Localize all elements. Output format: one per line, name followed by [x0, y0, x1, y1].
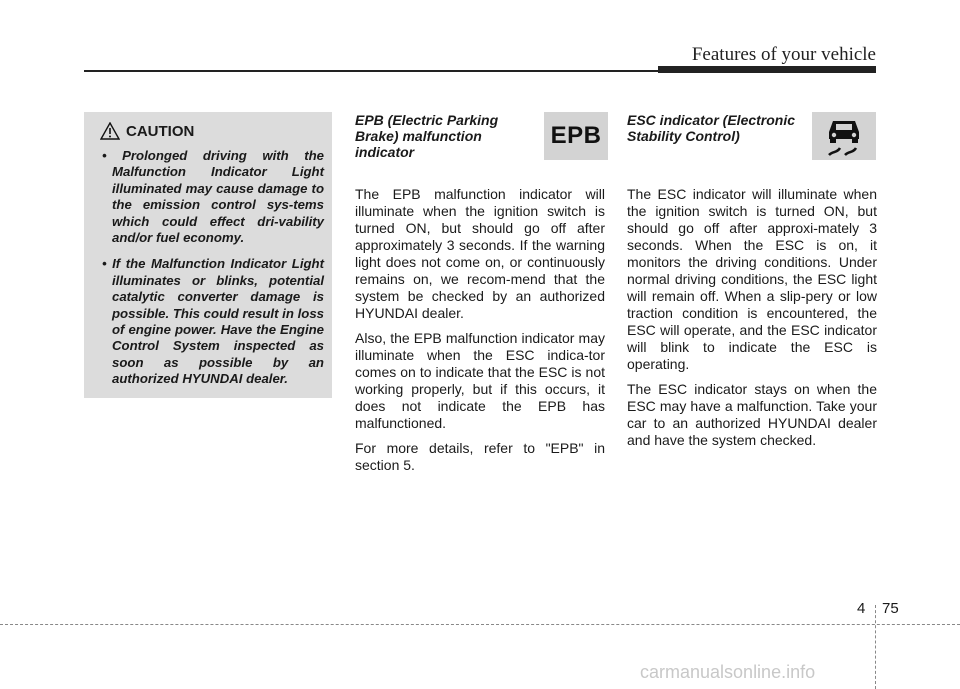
caution-item-1: • Prolonged driving with the Malfunction Indicator Light illuminated may cause damage to the emission control sys-tems which could effect dri-vability and/or fuel economy.: [102, 148, 324, 246]
epb-heading: EPB (Electric Parking Brake) malfunction indicator: [355, 112, 499, 160]
epb-indicator-icon: [544, 112, 608, 160]
epb-paragraph-3: For more details, refer to "EPB" in section 5.: [355, 440, 605, 473]
esc-paragraph-1: The ESC indicator will illuminate when the ignition switch is turned ON, but should go off after approxi-mately 3 seconds. When the ESC is on, it monitors the driving conditions. Under normal driving conditions, the ESC light will remain off. When a slip-pery or low traction condition is encountered, the ESC will operate, and the ESC indicator will blink to indicate the ESC is operating.: [627, 186, 877, 372]
epb-section: [355, 112, 605, 482]
watermark: carmanualsonline.info: [640, 662, 816, 682]
page-number: 75: [882, 600, 899, 617]
caution-box: [84, 112, 332, 398]
header-title: Features of your vehicle: [691, 44, 876, 65]
esc-section: [627, 112, 877, 457]
esc-indicator-icon: [812, 112, 876, 160]
header-rule-thin: [84, 70, 664, 72]
epb-paragraph-2: Also, the EPB malfunction indicator may illuminate when the ESC indica-tor comes on to indicate that the ESC is not working properly, but if this occurs, it does not indicate the EPB has malfunctioned.: [355, 330, 605, 431]
esc-paragraph-2: The ESC indicator stays on when the ESC may have a malfunction. Take your car to an authorized HYUNDAI dealer and have the system checked.: [627, 381, 877, 448]
warning-triangle-icon: [100, 122, 120, 140]
header-rule-thick: [658, 66, 876, 73]
epb-icon-label: EPB: [550, 122, 602, 149]
esc-heading: ESC indicator (Electronic Stability Control): [627, 112, 796, 144]
epb-paragraph-1: The EPB malfunction indicator will illuminate when the ignition switch is turned ON, but should go off after approximately 3 seconds. If the warning light does not come on, or continuously remains on, we recom-mend that the system be checked by an authorized HYUNDAI dealer.: [355, 186, 605, 321]
caution-title: CAUTION: [126, 122, 195, 140]
caution-item-2: • If the Malfunction Indicator Light illuminates or blinks, potential catalytic converter damage is possible. This could result in loss of engine power. Have the Engine Control System inspected as soon as possible by an authorized HYUNDAI dealer.: [102, 256, 324, 387]
footer-divider: [875, 605, 876, 689]
chapter-number: 4: [857, 600, 866, 617]
footer-rule: [0, 624, 960, 625]
skidding-car-icon: [821, 115, 867, 157]
caution-header: [94, 120, 324, 142]
